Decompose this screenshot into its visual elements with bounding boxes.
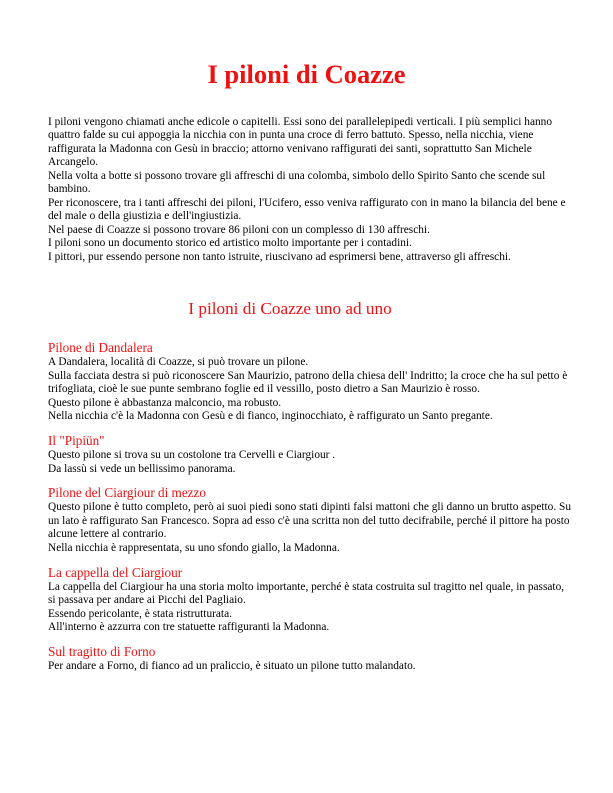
pilone-section-cappella-ciargiour <box>48 565 573 635</box>
section-line: La cappella del Ciargiour ha una storia molto importante, perché è stata costruita sul tragitto nel quale, in passato, si passava per andare ai Picchi del Pagliaio. <box>48 580 565 607</box>
intro-paragraph: I pittori, pur essendo persone non tanto istruite, riuscivano ad esprimersi bene, attraverso gli affreschi. <box>48 250 511 263</box>
intro-text <box>48 116 568 264</box>
section-line: Nella nicchia c'è la Madonna con Gesù e di fianco, inginocchiato, è raffigurato un Santo pregante. <box>48 410 493 423</box>
section-line: All'interno è azzurra con tre statuette raffiguranti la Madonna. <box>48 621 330 634</box>
section-line: A Dandalera, località di Coazze, si può trovare un pilone. <box>48 356 309 368</box>
section-heading: Sul tragitto di Forno <box>48 643 156 659</box>
intro-paragraph: Per riconoscere, tra i tanti affreschi dei piloni, l'Ucifero, esso veniva raffigurato con in mano la bilancia del bene e del male o della giustizia e dell'ingiustizia. <box>48 196 566 223</box>
pilone-section-ciargiour-di-mezzo <box>48 485 573 555</box>
pilone-list <box>48 340 573 683</box>
section-line: Sulla facciata destra si può riconoscere San Maurizio, patrono della chiesa dell' Indritto; la croce che ha sul petto è trifogliata, cioè le sue punte sembrano foglie ed il vessillo, posto dietro a San Maurizio è rosso. <box>48 369 568 396</box>
pilone-section-tragitto-forno <box>48 644 573 674</box>
section-line: Essendo pericolante, è stata ristrutturata. <box>48 607 232 620</box>
intro-paragraph: I piloni vengono chiamati anche edicole o capitelli. Essi sono dei parallelepipedi verticali. I più semplici hanno quattro falde su cui appoggia la nicchia con in punta una croce di ferro battuto. Spesso, nella nicchia, viene raffigurata la Madonna con Gesù in braccio; attorno venivano raffigurati dei santi, soprattutto San Michele Arcangelo. <box>48 116 553 169</box>
intro-paragraph: Nel paese di Coazze si possono trovare 86 piloni con un complesso di 130 affreschi. <box>48 223 430 236</box>
intro-paragraph: I piloni sono un documento storico ed artistico molto importante per i contadini. <box>48 237 412 250</box>
pilone-section-dandalera <box>48 340 573 424</box>
section-heading: Pilone di Dandalera <box>48 340 153 355</box>
section-subtitle: I piloni di Coazze uno ad uno <box>188 299 392 318</box>
section-line: Questo pilone è abbastanza malconcio, ma robusto. <box>48 396 282 409</box>
intro-paragraph: Nella volta a botte si possono trovare gli affreschi di una colomba, simbolo dello Spirito Santo che scende sul bambino. <box>48 169 546 196</box>
section-heading: Pilone del Ciargiour di mezzo <box>48 485 206 501</box>
section-line: Nella nicchia è rappresentata, su uno sfondo giallo, la Madonna. <box>48 541 340 554</box>
pilone-section-pipiun <box>48 433 573 476</box>
section-heading: Il "Pipiün" <box>48 432 105 448</box>
page-title: I piloni di Coazze <box>207 59 406 89</box>
section-line: Questo pilone si trova su un costolone tra Cervelli e Ciargiour . <box>48 448 336 461</box>
section-line: Da lassù si vede un bellissimo panorama. <box>48 462 236 475</box>
section-line: Questo pilone è tutto completo, però ai suoi piedi sono stati dipinti falsi mattoni che gli danno un brutto aspetto. Su un lato è raffigurato San Francesco. Sopra ad esso c'è una scritta non del tutto decifrabile, perché il pittore ha posto alcune lettere al contrario. <box>48 501 571 541</box>
section-line: Per andare a Forno, di fianco ad un praliccio, è situato un pilone tutto malandato. <box>48 659 416 672</box>
section-heading: La cappella del Ciargiour <box>48 564 183 580</box>
